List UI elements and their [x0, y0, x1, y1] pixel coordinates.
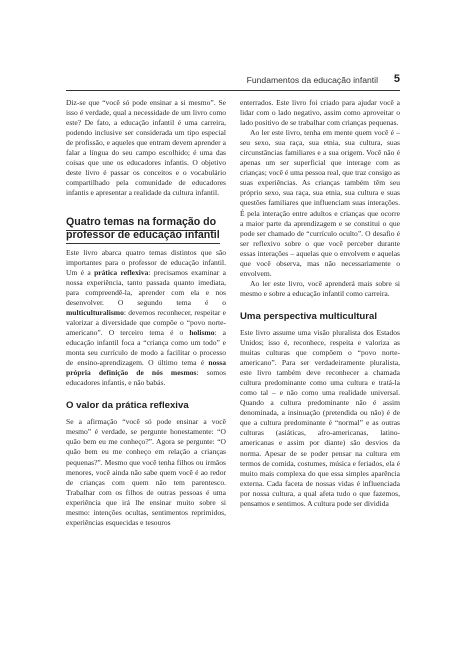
running-header-title: Fundamentos da educação infantil: [246, 75, 378, 85]
continued-paragraph: enterrados. Este livro foi criado para ajudar você a lidar com o lado negativo, assim como aproveitar o lado positivo de se trabalhar com crianças pequenas.: [240, 98, 400, 128]
section-heading-text: Quatro temas na formação do professor de educação infantil: [66, 216, 220, 244]
reflective-paragraph: Se a afirmação “você só pode ensinar a você mesmo” é verdade, se pergunte honestamente: “O quão bem eu me conheço?”. Agora se pergunte: “O quão bem eu me conheço em relação a crianças pequenas?”. Mesmo que você tenha filhos ou irmãos menores, você ainda não sabe quem você é ao redor de crianças com quem não tem parentesco. Trabalhar com os filhos de outras pessoas é uma experiência que irá lhe ensinar muito sobre si mesmo: intenções ocultas, sentimentos reprimidos, experiências esquecidas e tesouros: [66, 417, 226, 527]
term-definicao: nossa própria definição de nós mesmos: [66, 358, 226, 378]
identity-paragraph: Ao ler este livro, tenha em mente quem você é – seu sexo, sua raça, sua etnia, sua cultura, suas circunstâncias familiares e a sua origem. Você não é apenas um ser superficial que interage com as crianças; você é uma pessoa real, que traz consigo as suas experiências. As crianças também têm seu próprio sexo, sua raça, sua etnia, sua cultura e suas questões familiares que influenciam suas interações. É pela interação entre adultos e crianças que ocorre a maior parte da aprendizagem e se constitui o que pode ser chamado de “currículo oculto”. O desafio é ser reflexivo sobre o que você perceber durante essas interações – aquelas que o envolvem e aquelas que você observa, mas não necessariamente o envolvem.: [240, 128, 400, 278]
section-heading-pratica-reflexiva: O valor da prática reflexiva: [66, 400, 189, 412]
right-column: [240, 98, 400, 509]
term-holismo: holismo: [189, 328, 215, 338]
text-run: : devemos reconhecer, respeitar e valorizar a diversidade que compõe o “povo norte-americano”. O terceiro tema é o: [66, 307, 226, 338]
term-pratica-reflexiva: prática reflexiva: [94, 267, 149, 277]
text-run: : somos educadores infantis, e não babás.: [66, 368, 226, 388]
page-number: 5: [393, 73, 400, 85]
left-column: [66, 98, 226, 528]
section-heading-quatro-temas: [66, 216, 226, 241]
text-run: : a educação infantil foca a “criança como um todo” e monta seu currículo de modo a facilitar o processo de ensino-aprendizagem. O último tema é: [66, 328, 226, 368]
four-themes-paragraph: [66, 248, 226, 389]
text-run: : precisamos examinar a nossa experiência, tanto passada quanto imediata, para compreendê-la, aprender com ela e nos desenvolver. O segundo tema é o: [66, 267, 226, 307]
multicultural-paragraph: Este livro assume uma visão pluralista dos Estados Unidos; isso é, reconhece, respeita e valoriza as muitas culturas que compõem o “povo norte-americano”. Para ser verdadeiramente pluralista, este livro também deve reconhecer a chamada cultura predominante como uma cultura e tratá-la como tal – e não como uma realidade universal. Quando a cultura predominante não é assim denominada, a insinuação (pretendida ou não) é de que a cultura predominante é “normal” e as outras culturas (asiáticas, afro-americanas, latino-americanas e assim por diante) são desvios da norma. Apesar de se poder pensar na cultura em termos de comida, costumes, música e feriados, ela é muito mais complexa do que essa simples aparência externa. Cada faceta de nossas vidas é influenciada por nossa cultura, a qual afeta tudo o que fazemos, pensamos e sentimos. A cultura pode ser dividida: [240, 327, 400, 508]
career-paragraph: Ao ler este livro, você aprenderá mais sobre si mesmo e sobre a educação infantil como carreira.: [240, 278, 400, 298]
text-run: Este livro abarca quatro temas distintos que são importantes para o professor de educação infantil. Um é a: [66, 247, 226, 277]
section-heading-multicultural: Uma perspectiva multicultural: [240, 310, 378, 322]
running-header: [66, 74, 400, 91]
term-multiculturalismo: multiculturalismo: [66, 307, 124, 317]
intro-paragraph: Diz-se que “você só pode ensinar a si mesmo”. Se isso é verdade, qual a necessidade de um livro como este? De fato, a educação infantil é uma carreira, podendo inclusive ser considerada um tipo especial de profissão, e aqueles que entram devem aprender a falar a língua do seu campo escolhido; é uma das coisas que une os educadores infantis. O objetivo deste livro é passar os conceitos e o vocabulário compartilhado pela comunidade de educadores infantis e apresentar a realidade da cultura infantil.: [66, 98, 226, 198]
